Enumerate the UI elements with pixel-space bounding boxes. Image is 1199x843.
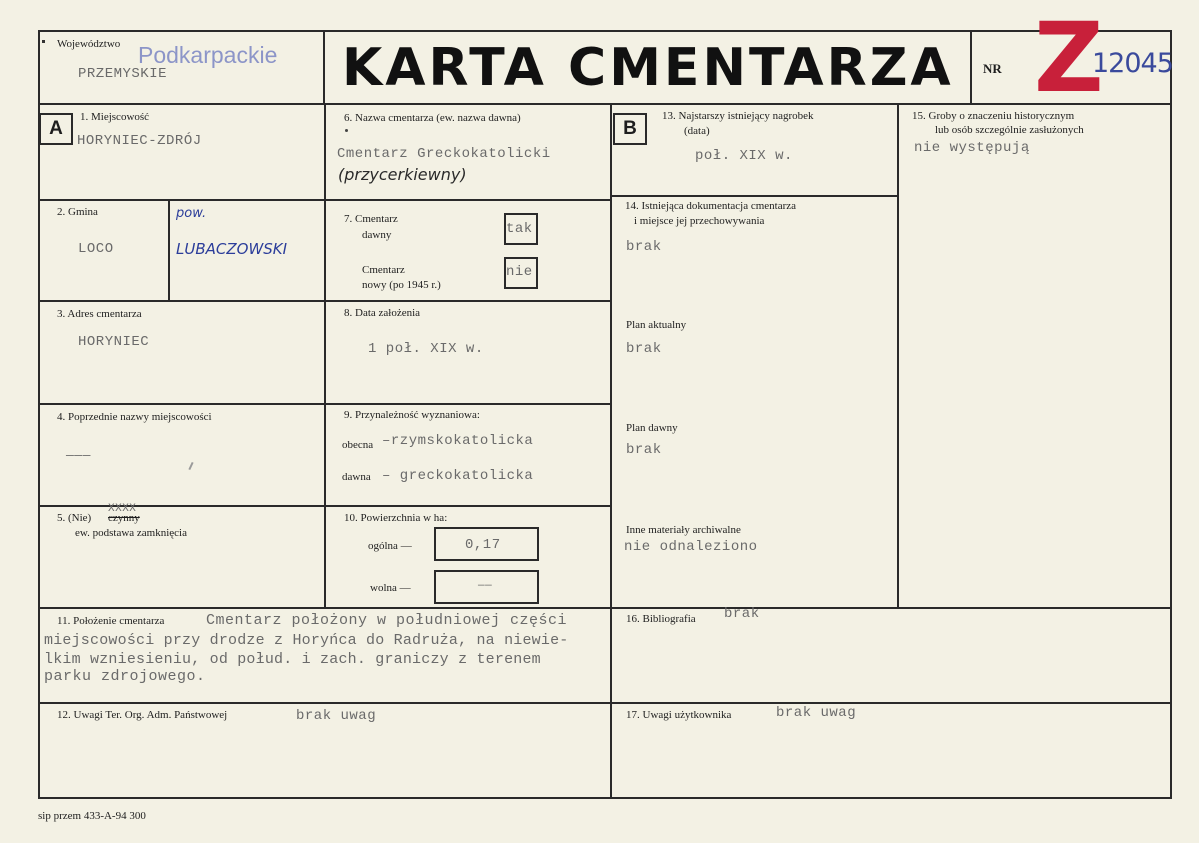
wojewodztwo-value: PRZEMYSKIE [78,66,168,82]
section-b-marker: B [613,113,647,145]
plan-aktualny-label: Plan aktualny [626,319,687,331]
czynny-label-nie: 5. (Nie) [57,512,92,524]
bibliografia-value: brak [724,606,760,622]
plan-dawny-value: brak [626,442,662,458]
miejscowosc-value: HORYNIEC-ZDRÓJ [77,133,202,149]
pow-note: pow. [176,206,207,221]
dokumentacja-label-2: i miejsce jej przechowywania [634,215,765,227]
dokumentacja-label-1: 14. Istniejąca dokumentacja cmentarza [625,200,797,212]
adres-label: 3. Adres cmentarza [57,308,142,320]
data-zalozenia-value: 1 poł. XIX w. [368,341,484,357]
nr-label: NR [983,61,1002,76]
nowy-label-1: Cmentarz [362,264,405,276]
wyznanie-obecna-value: –rzymskokatolicka [382,433,534,449]
powiat-value: LUBACZOWSKI [176,240,288,258]
row-line-bottom1 [38,607,1172,609]
col-line-1 [324,103,326,608]
groby-label-1: 15. Groby o znaczeniu historycznym [912,110,1075,122]
wyznanie-label: 9. Przynależność wyznaniowa: [344,409,480,421]
uwagi-uzyt-label: 17. Uwagi użytkownika [626,709,732,721]
row-line-b4 [324,505,612,507]
gmina-value: LOCO [78,241,114,257]
cmentarz-label: 7. Cmentarz [344,213,398,225]
wolna-label: wolna — [370,582,411,594]
ogolna-label: ogólna — [368,540,412,552]
poprzednie-value: ——— [66,448,91,463]
powierzchnia-label: 10. Powierzchnia w ha: [344,512,448,524]
nagrobek-label-2: (data) [684,125,710,137]
nowy-label-2: nowy (po 1945 r.) [362,279,441,291]
header-divider-v2 [970,30,972,105]
uwagi-ter-label: 12. Uwagi Ter. Org. Adm. Państwowej [57,709,228,721]
card-title: KARTA CMENTARZA [342,38,954,98]
wyznanie-dawna-value: – greckokatolicka [382,468,534,484]
data-zalozenia-label: 8. Data założenia [344,307,421,319]
plan-dawny-label: Plan dawny [626,422,678,434]
section-a-marker: A [39,113,73,145]
nazwa-note: (przycerkiewny) [338,165,467,184]
groby-label-2: lub osób szczególnie zasłużonych [935,124,1084,136]
polozenie-label: 11. Położenie cmentarza [57,615,165,627]
polozenie-line4: parku zdrojowego. [44,668,206,685]
wyznanie-dawna-label: dawna [342,471,371,483]
row-line-b1 [324,199,612,201]
czynny-typed-over: XXXX [108,503,137,515]
row-line-c1 [610,195,899,197]
nazwa-label: 6. Nazwa cmentarza (ew. nazwa dawna) [344,112,521,124]
row-line-a4 [38,505,326,507]
row-line-bottom2 [38,702,1172,704]
nagrobek-value: poł. XIX w. [695,148,793,164]
nr-letter-stamp: Z [1034,2,1104,114]
uwagi-uzyt-value: brak uwag [776,705,857,721]
row-line-b2 [324,300,612,302]
groby-value: nie występują [914,140,1030,156]
nazwa-value: Cmentarz Greckokatolicki [337,146,551,162]
nowy-value: nie [506,264,533,280]
inne-value: nie odnaleziono [624,539,758,555]
row-line-a1 [38,199,326,201]
dawny-value: tak [506,221,533,237]
gmina-divider [168,200,170,301]
poprzednie-label: 4. Poprzednie nazwy miejscowości [57,411,212,423]
row-line-a2 [38,300,326,302]
adres-value: HORYNIEC [78,334,150,350]
gmina-label: 2. Gmina [57,206,98,218]
row-line-b3 [324,403,612,405]
nr-value: 12045 [1092,48,1173,79]
header-divider-v1 [323,30,325,105]
polozenie-line3: lkim wzniesieniu, od połud. i zach. graniczy z terenem [44,651,541,668]
punch-mark [42,40,45,43]
wolna-value: —— [478,580,493,592]
uwagi-ter-value: brak uwag [296,708,377,724]
polozenie-line2: miejscowości przy drodze z Horyńca do Radruża, na niewie- [44,632,569,649]
bibliografia-label: 16. Bibliografia [626,613,696,625]
nagrobek-label-1: 13. Najstarszy istniejący nagrobek [662,110,814,122]
ogolna-value: 0,17 [465,537,501,553]
wojewodztwo-label: Województwo [57,38,121,50]
print-code: sip przem 433-A-94 300 [38,810,146,822]
polozenie-line1: Cmentarz położony w południowej części [206,612,568,629]
inne-label: Inne materiały archiwalne [626,524,741,536]
czynny-label-czynny: czynny [108,512,140,524]
dawny-label: dawny [362,229,392,241]
col-line-3 [897,103,899,608]
nazwa-dot [345,129,348,132]
plan-aktualny-value: brak [626,341,662,357]
dokumentacja-value: brak [626,239,662,255]
miejscowosc-label: 1. Miejscowość [80,111,150,123]
wojewodztwo-stamp: Podkarpackie [138,42,278,68]
col-line-2 [610,103,612,799]
czynny-label-2: ew. podstawa zamknięcia [75,527,187,539]
row-line-a3 [38,403,326,405]
wyznanie-obecna-label: obecna [342,439,374,451]
header-divider [38,103,1172,105]
